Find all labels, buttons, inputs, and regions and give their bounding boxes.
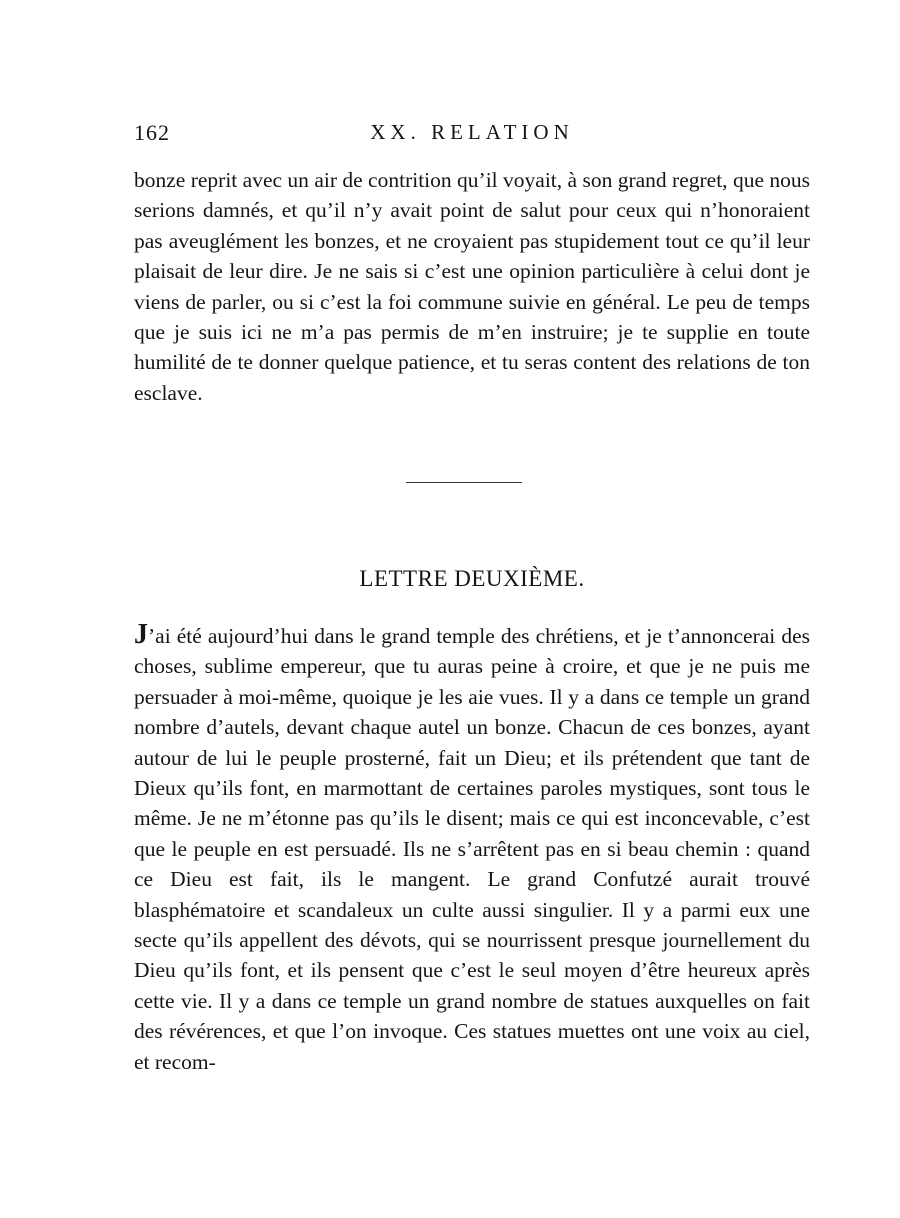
continuation-paragraph [134,165,810,408]
running-title: XX. RELATION [370,120,574,144]
page-number: 162 [134,120,170,145]
letter-paragraph [134,620,810,1077]
letter-title: LETTRE DEUXIÈME. [359,566,585,591]
running-head [134,120,810,150]
initial-letter: J [134,619,148,650]
section-divider [406,482,522,483]
continuation-text: bonze reprit avec un air de contrition qu’il voyait, à son grand regret, que nous serions damnés, et qu’il n’y avait point de salut pour ceux qui n’honoraient pas aveuglément les bonzes, et ne croyaient pas stupidement tout ce qu’il leur plaisait de leur dire. Je ne sais si c’est une opinion particulière à celui dont je viens de parler, ou si c’est la foi commune suivie en général. Le peu de temps que je suis ici ne m’a pas permis de m’en instruire; je te supplie en toute humilité de te donner quelque patience, et tu seras content des relations de ton esclave. [134,168,810,405]
letter-text: ’ai été aujourd’hui dans le grand temple des chrétiens, et je t’annoncerai des choses, sublime empereur, que tu auras peine à croire, et que je ne puis me persuader à moi-même, quoique je les aie vues. Il y a dans ce temple un grand nombre d’autels, devant chaque autel un bonze. Chacun de ces bonzes, ayant autour de lui le peuple prosterné, fait un Dieu; et ils prétendent que tant de Dieux qu’ils font, en marmottant de certaines paroles mystiques, sont tous le même. Je ne m’étonne pas qu’ils le disent; mais ce qui est inconcevable, c’est que le peuple en est persuadé. Ils ne s’arrêtent pas en si beau chemin : quand ce Dieu est fait, ils le mangent. Le grand Confutzé aurait trouvé blasphématoire et scandaleux un culte aussi singulier. Il y a parmi eux une secte qu’ils appellent des dévots, qui se nourrissent presque journellement du Dieu qu’ils font, et ils pensent que c’est le seul moyen d’être heureux après cette vie. Il y a dans ce temple un grand nombre de statues auxquelles on fait des révérences, et que l’on invoque. Ces statues muettes ont une voix au ciel, et recom- [134,624,810,1074]
letter-body [134,620,810,1077]
